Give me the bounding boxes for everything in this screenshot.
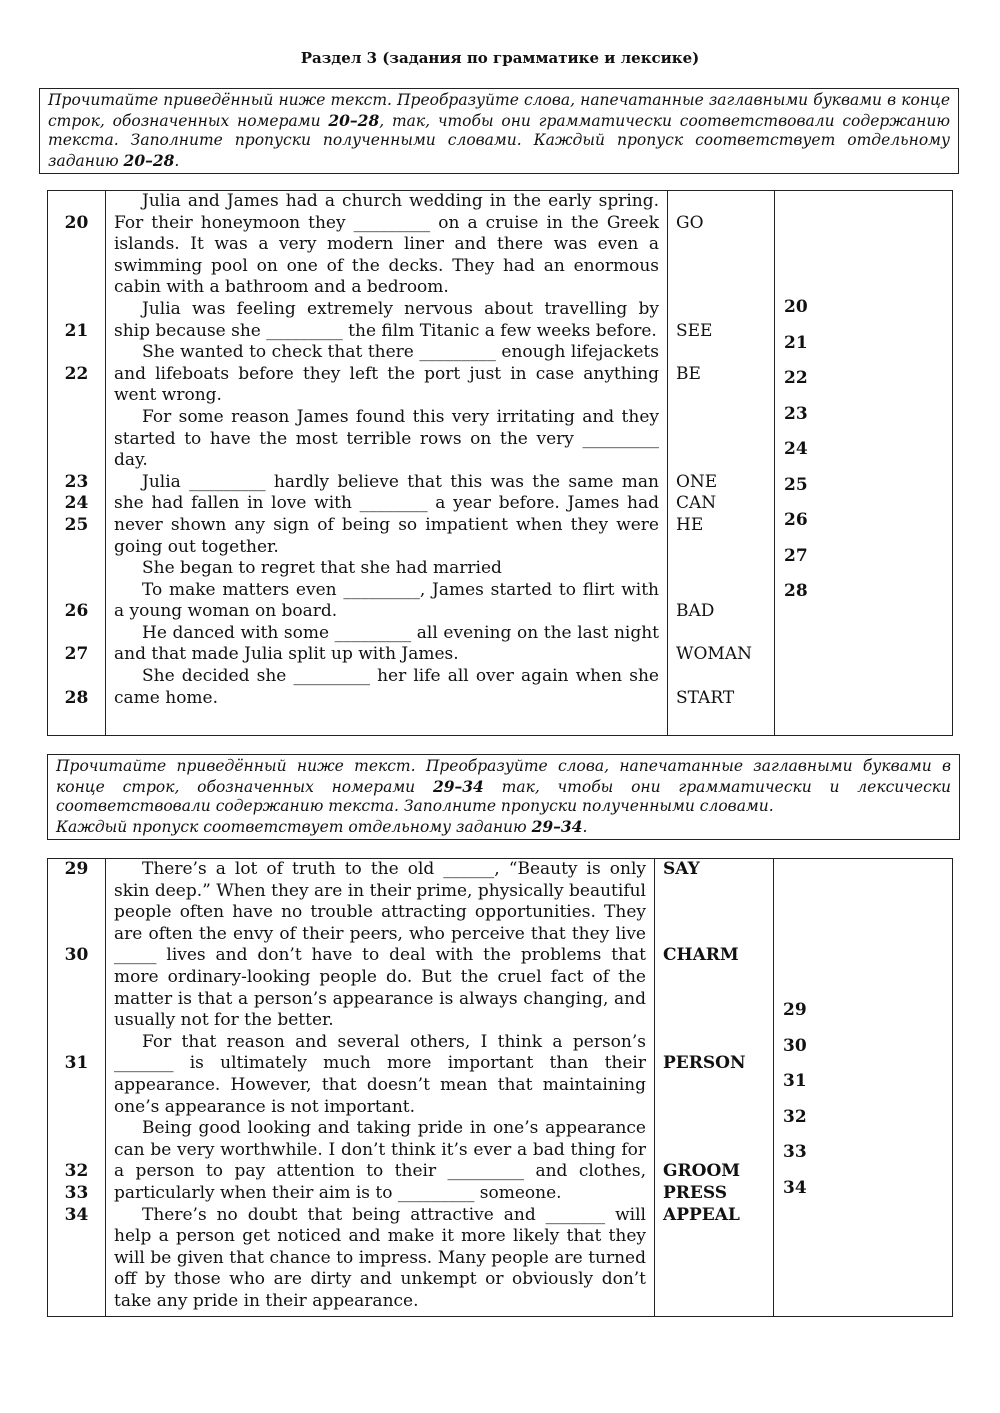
- row-number: [48, 1075, 105, 1097]
- passage-paragraph: To make matters even _________, James started to flirt with a young woman on board.: [114, 579, 659, 622]
- passage-paragraph: There’s no doubt that being attractive and _______ will help a person get noticed and make it more likely that they will be given that chance to impress. Many people are turned off by those who are dirty and unkempt or obviously don’t take any pride in their appearance.: [114, 1204, 646, 1311]
- keyword: [668, 558, 774, 580]
- row-number: [48, 277, 105, 299]
- row-number: [48, 1010, 105, 1032]
- answer-number: 27: [784, 545, 808, 566]
- keyword: [655, 1118, 773, 1140]
- row-number: [48, 580, 105, 602]
- row-number: 27: [64, 644, 89, 665]
- row-number: [48, 1140, 105, 1162]
- row-number: [48, 989, 105, 1011]
- keyword: [668, 537, 774, 559]
- task-table-2: [47, 858, 953, 1317]
- keyword: [668, 666, 774, 688]
- row-number: [48, 299, 105, 321]
- row-number: 26: [64, 601, 89, 622]
- row-number: 34: [64, 1204, 89, 1225]
- answer-numbers-column: [775, 191, 953, 736]
- keyword: [668, 450, 774, 472]
- row-number: [48, 256, 105, 278]
- keyword: GROOM: [663, 1161, 741, 1182]
- answer-number: 24: [784, 439, 808, 459]
- row-number: [48, 709, 105, 731]
- instruction-text: .: [582, 817, 588, 836]
- keyword: [655, 1140, 773, 1162]
- row-number: [48, 666, 105, 688]
- row-number: [48, 191, 105, 213]
- keyword: APPEAL: [663, 1204, 740, 1225]
- row-number: [48, 1226, 105, 1248]
- passage-column: [106, 191, 668, 736]
- task-range: 20–28: [328, 110, 380, 130]
- instruction-text: Прочитайте приведённый ниже текст. Преобразуйте слова, напечатанные заглавными буквами в конце строк, обозначенных номерами: [48, 91, 950, 130]
- passage-paragraph: She decided she _________ her life all over again when she came home.: [114, 666, 659, 708]
- row-numbers-column: [48, 191, 106, 736]
- row-numbers-column: [48, 859, 106, 1317]
- row-number: 28: [64, 687, 89, 708]
- keyword: [655, 1097, 773, 1119]
- row-number: [48, 407, 105, 429]
- keyword: [668, 385, 774, 407]
- row-number: [48, 881, 105, 903]
- row-number: [48, 429, 105, 451]
- answer-numbers-column: [774, 859, 953, 1317]
- keyword: CHARM: [663, 945, 739, 966]
- row-number: [48, 234, 105, 256]
- row-number: [48, 924, 105, 946]
- row-number: 20: [64, 212, 89, 233]
- answer-number: 21: [784, 332, 808, 353]
- keywords-column: [655, 859, 774, 1317]
- keyword: [668, 580, 774, 602]
- keyword: [655, 1226, 773, 1248]
- passage-column: [106, 859, 655, 1317]
- keyword: PRESS: [663, 1182, 728, 1203]
- keyword: WOMAN: [676, 644, 752, 665]
- keyword: [668, 256, 774, 278]
- keyword: [668, 709, 774, 731]
- answer-number: 29: [783, 1000, 807, 1020]
- row-number: [48, 1291, 105, 1313]
- keyword: SEE: [676, 320, 713, 341]
- row-number: [48, 385, 105, 407]
- row-number: [48, 1097, 105, 1119]
- task-range: 29–34: [531, 816, 583, 836]
- row-number: [48, 967, 105, 989]
- keyword: [655, 989, 773, 1011]
- passage-paragraph: He danced with some _________ all evening on the last night and that made Julia split up with James.: [114, 622, 659, 665]
- row-number: [48, 1032, 105, 1054]
- keyword: [668, 429, 774, 451]
- task-range: 29–34: [432, 776, 484, 796]
- answer-number: 23: [784, 403, 808, 424]
- keyword: [668, 342, 774, 364]
- instruction-text: так, чтобы они грамматически и лексически соответствовали содержанию текста. Заполните пропуски полученными словами.: [56, 777, 952, 815]
- keyword: ONE: [676, 471, 718, 492]
- instruction-text: Каждый пропуск соответствует отдельному заданию: [56, 817, 532, 836]
- row-number: 30: [64, 945, 89, 966]
- keyword: [668, 277, 774, 299]
- passage-paragraph: Julia was feeling extremely nervous about travelling by ship because she _________ the film Titanic a few weeks before.: [114, 298, 659, 341]
- row-number: 25: [64, 514, 89, 535]
- passage-paragraph: Julia _________ hardly believe that this was the same man she had fallen in love with ________ a year before. James had never shown any sign of being so impatient when they were going out together.: [114, 471, 659, 557]
- row-number: 24: [64, 493, 89, 514]
- keyword: [655, 1010, 773, 1032]
- passage-paragraph: There’s a lot of truth to the old ______, “Beauty is only skin deep.” When they are in their prime, physically beautiful people often have no trouble attracting opportunities. They are often the envy of their peers, who perceive that they live _____ lives and don’t have to deal with the problems that more ordinary-looking people do. But the cruel fact of the matter is that a person’s appearance is always changing, and usually not for the better.: [114, 859, 646, 1031]
- task-range: 20–28: [123, 150, 175, 170]
- keyword: [668, 299, 774, 321]
- keyword: BE: [676, 363, 701, 384]
- keyword: PERSON: [663, 1053, 746, 1074]
- instruction-text: .: [174, 151, 180, 170]
- row-number: 29: [64, 859, 89, 879]
- row-number: [48, 537, 105, 559]
- keyword: [655, 1269, 773, 1291]
- keyword: [668, 407, 774, 429]
- answer-number: 33: [783, 1142, 807, 1162]
- keyword: HE: [676, 514, 704, 535]
- passage-paragraph: Julia and James had a church wedding in the early spring. For their honeymoon they _________ on a cruise in the Greek islands. It was a very modern liner and there was even a swimming pool on one of the decks. They had an enormous cabin with a bathroom and a bedroom.: [114, 191, 659, 298]
- answer-number: 32: [783, 1106, 807, 1127]
- keyword: [655, 1248, 773, 1270]
- row-number: [48, 1269, 105, 1291]
- answer-number: 28: [784, 581, 808, 601]
- keyword: [655, 881, 773, 903]
- keyword: [655, 967, 773, 989]
- task-table-1: [47, 190, 953, 736]
- row-number: 32: [64, 1161, 89, 1182]
- row-number: [48, 558, 105, 580]
- keyword: CAN: [676, 493, 717, 514]
- keyword: SAY: [663, 859, 700, 879]
- answer-number: 31: [783, 1071, 807, 1091]
- row-number: 33: [64, 1182, 89, 1203]
- row-number: [48, 450, 105, 472]
- passage-paragraph: She wanted to check that there _________ enough lifejackets and lifeboats before they left the port just in case anything went wrong.: [114, 342, 659, 406]
- row-number: [48, 623, 105, 645]
- answer-number: 20: [784, 297, 808, 317]
- answer-number: 22: [784, 368, 808, 388]
- row-number: [48, 1248, 105, 1270]
- answer-number: 34: [783, 1177, 807, 1198]
- passage-paragraph: For that reason and several others, I think a person’s _______ is ultimately much more important than their appearance. However, that doesn’t mean that maintaining one’s appearance is not important.: [114, 1031, 646, 1117]
- row-number: [48, 1118, 105, 1140]
- row-number: 31: [64, 1053, 89, 1074]
- row-number: 23: [64, 471, 89, 492]
- passage-paragraph: She began to regret that she had married: [142, 558, 502, 579]
- row-number: [48, 342, 105, 364]
- passage-paragraph: Being good looking and taking pride in one’s appearance can be very worthwhile. I don’t think it’s ever a bad thing for a person to pay attention to their _________ and clothes, particularly when their aim is to _________ someone.: [114, 1118, 646, 1203]
- answer-number: 25: [784, 474, 808, 495]
- keyword: [655, 1075, 773, 1097]
- keyword: [655, 924, 773, 946]
- section-title: Раздел 3 (задания по грамматике и лексике): [300, 49, 700, 67]
- answer-number: 26: [784, 510, 808, 530]
- keyword: [668, 191, 774, 213]
- keyword: [655, 1291, 773, 1313]
- row-number: [48, 902, 105, 924]
- passage-paragraph: For some reason James found this very irritating and they started to have the most terrible rows on the very _________ day.: [114, 406, 659, 471]
- keywords-column: [668, 191, 775, 736]
- row-number: 21: [64, 320, 89, 341]
- instruction-box-1: [39, 88, 959, 174]
- keyword: BAD: [676, 601, 715, 622]
- row-number: 22: [64, 363, 89, 384]
- keyword: [655, 1032, 773, 1054]
- keyword: [668, 234, 774, 256]
- instruction-text: , так, чтобы они грамматически соответствовали содержанию текста. Заполните пропуски полученными словами. Каждый пропуск соответствует отдельному заданию: [48, 111, 950, 170]
- keyword: [655, 902, 773, 924]
- keyword: [668, 623, 774, 645]
- instruction-box-2: [47, 754, 960, 840]
- answer-number: 30: [783, 1035, 807, 1056]
- instruction-text: Прочитайте приведённый ниже текст. Преобразуйте слова, напечатанные заглавными буквами в конце строк, обозначенных номерами: [56, 757, 951, 796]
- keyword: GO: [676, 212, 704, 233]
- keyword: START: [676, 687, 735, 708]
